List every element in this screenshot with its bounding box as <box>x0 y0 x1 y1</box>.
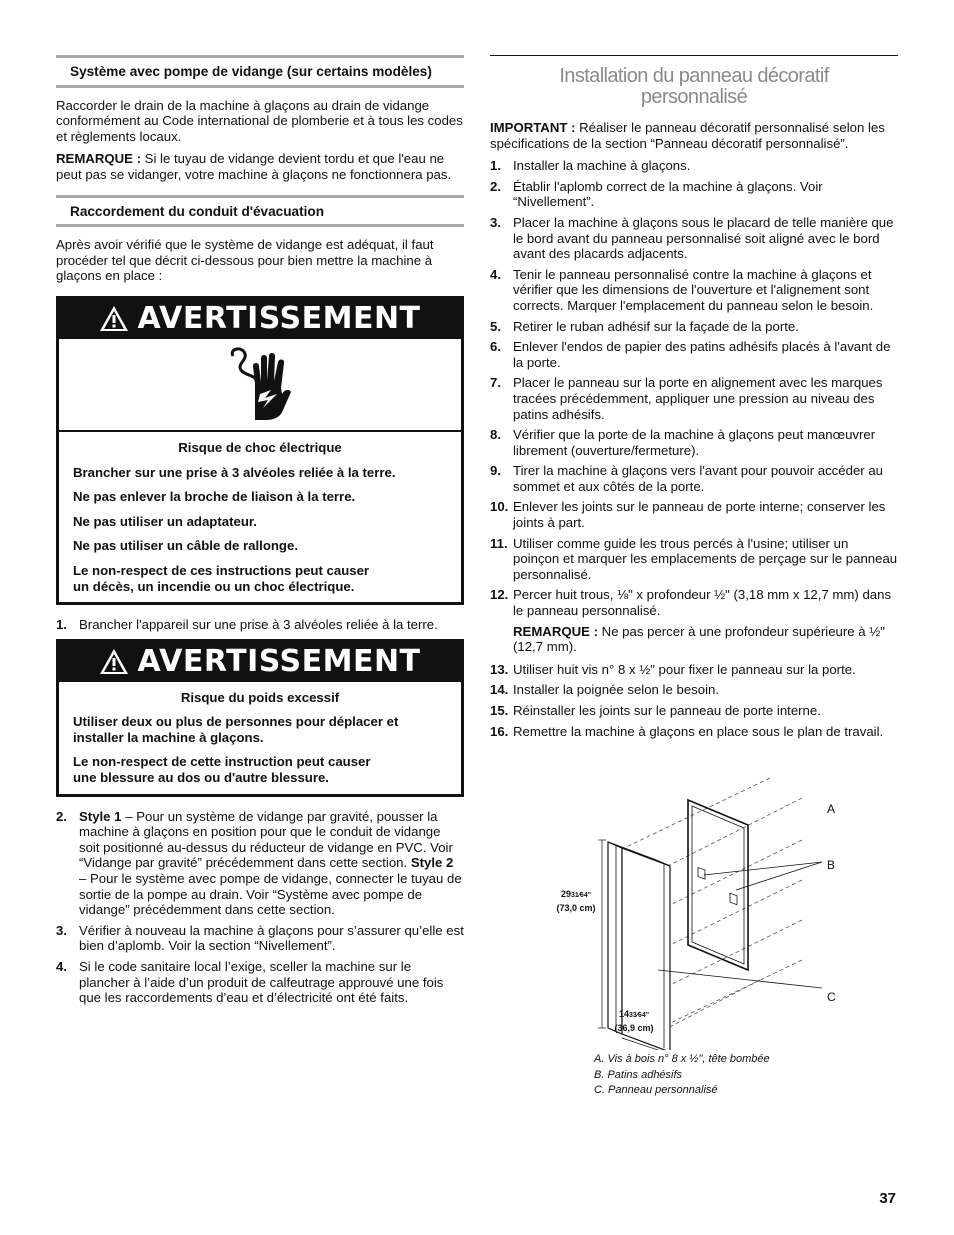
warning-line: Ne pas utiliser un adaptateur. <box>73 513 257 529</box>
warning-line: Le non-respect de ces instructions peut causer un décès, un incendie ou un choc électrique. <box>73 562 370 594</box>
label-b: B <box>827 858 836 872</box>
list-item: 1. Brancher l'appareil sur une prise à 3 alvéoles reliée à la terre. <box>56 617 438 633</box>
width-dimension-label: 1433⁄64" (36,9 cm) <box>614 1009 654 1033</box>
warning-line: Le non-respect de cette instruction peut causer une blessure au dos ou d'autre blessure. <box>73 754 371 786</box>
paragraph: Après avoir vérifié que le système de vidange est adéquat, il faut procéder tel que décrit ci-dessous pour bien mettre la machine à glaçons en place : <box>56 237 434 284</box>
list-item: 13. Utiliser huit vis n° 8 x ½" pour fixer le panneau sur la porte. <box>490 661 856 677</box>
warning-line: Ne pas enlever la broche de liaison à la terre. <box>73 489 356 505</box>
list-item: 7. Placer le panneau sur la porte en alignement avec les marques tracées précédemment, appliquer une pression au niveau des patins adhésifs. <box>490 375 883 422</box>
label-c: C <box>827 990 836 1004</box>
list-item: 15. Réinstaller les joints sur le panneau de porte interne. <box>490 703 821 718</box>
warning-line: Ne pas utiliser un câble de rallonge. <box>73 538 298 554</box>
warning-line: Brancher sur une prise à 3 alvéoles reliée à la terre. <box>73 464 396 480</box>
electric-shock-hand-icon <box>225 344 295 424</box>
step12-note: REMARQUE : Ne pas percer à une profondeur supérieure à ½" (12,7 mm). <box>513 623 885 655</box>
step-list <box>490 158 898 618</box>
list-item: 9. Tirer la machine à glaçons vers l'avant pour pouvoir accéder au sommet et aux côtés de la porte. <box>490 463 884 494</box>
shock-hazard-icon-box <box>59 339 461 432</box>
note-text: Si le tuyau de vidange devient tordu et que l'eau ne peut pas se vidanger, votre machine à glaçons ne fonctionnera pas. <box>56 151 452 182</box>
figure-captions <box>594 1052 770 1099</box>
warning-line: Utiliser deux ou plus de personnes pour déplacer et installer la machine à glaçons. <box>73 714 399 745</box>
list-item: 14. Installer la poignée selon le besoin. <box>490 682 720 698</box>
height-dimension-label: 2931⁄64" (73,0 cm) <box>556 889 596 913</box>
list-item: 4. Si le code sanitaire local l’exige, sceller la machine sur le plancher à l’aide d’un produit de calfeutrage approuvé une fois que les raccordements d’eau et d’électricité ont été faits. <box>56 959 444 1006</box>
warning-box-weight <box>56 639 464 797</box>
warning-body <box>59 682 461 794</box>
list-item: 12. Percer huit trous, ⅛" x profondeur ½" (3,18 mm x 12,7 mm) dans le panneau personnalisé. <box>490 587 892 619</box>
step-list <box>56 617 464 633</box>
list-item: 8. Vérifier que la porte de la machine à glaçons peut manœuvrer librement (ouverture/fermeture). <box>490 427 876 458</box>
warning-risk: Risque de choc électrique <box>178 439 342 455</box>
warning-body <box>59 432 461 602</box>
caption-b: B. Patins adhésifs <box>594 1068 683 1081</box>
warning-risk: Risque du poids excessif <box>180 689 340 705</box>
important-label: IMPORTANT : <box>490 120 576 135</box>
list-item: 3. Placer la machine à glaçons sous le placard de telle manière que le bord avant du panneau personnalisé soit aligné avec le bord avant des placards adjacents. <box>490 214 894 262</box>
list-item: 10. Enlever les joints sur le panneau de porte interne; conserver les joints à part. <box>490 499 886 531</box>
adhesive-pad-icon <box>698 868 705 880</box>
warning-box-electric <box>56 296 464 605</box>
adhesive-pad-icon <box>730 893 737 905</box>
label-a: A <box>827 802 836 816</box>
page-title: Installation du panneau décoratif personnalisé <box>490 55 898 108</box>
list-item: 2. Style 1 – Pour un système de vidange par gravité, pousser la machine à glaçons en position pour que le conduit de vidange soit positionné au-dessus du réducteur de vidange en PVC. Voir “Vidange par gravité” précédemment dans cette section. Style 2 – Pour le système avec pompe de vidange, connecter le tuyau de sortie de la pompe au drain. Voir “Système avec pompe de vidange” précédemment dans cette section. <box>56 808 462 918</box>
panel-installation-figure <box>540 770 860 1105</box>
page-number: 37 <box>879 1190 896 1207</box>
important-paragraph: IMPORTANT : Réaliser le panneau décoratif personnalisé selon les spécifications de la section “Panneau décoratif personnalisé”. <box>490 120 885 151</box>
step-list <box>490 662 898 739</box>
list-item: 6. Enlever l'endos de papier des patins adhésifs placés à l'avant de la porte. <box>490 339 891 370</box>
note-label: REMARQUE : <box>56 151 141 167</box>
list-item: 4. Tenir le panneau personnalisé contre la machine à glaçons et vérifier que les dimensions de l'ouverture et l'alignement sont corrects. Marquer l'emplacement du panneau selon le besoin. <box>490 266 874 313</box>
warning-title: AVERTISSEMENT <box>137 300 421 336</box>
warning-triangle-icon <box>99 305 129 332</box>
note-paragraph <box>56 151 464 182</box>
list-item: 16. Remettre la machine à glaçons en place sous le plan de travail. <box>490 723 884 739</box>
caption-c: C. Panneau personnalisé <box>594 1084 718 1096</box>
list-item: 3. Vérifier à nouveau la machine à glaçons pour s’assurer qu’elle est bien d’aplomb. Voir la section “Nivellement”. <box>56 922 464 954</box>
list-item: 1. Installer la machine à glaçons. <box>490 158 691 174</box>
list-item: 5. Retirer le ruban adhésif sur la façade de la porte. <box>490 318 799 334</box>
paragraph: Raccorder le drain de la machine à glaçons au drain de vidange conformément au Code international de plomberie et à tous les codes et règlements locaux. <box>56 97 463 144</box>
caption-a: A. Vis à bois n° 8 x ½", tête bombée <box>594 1053 770 1065</box>
list-item: 11. Utiliser comme guide les trous percés à l'usine; utiliser un poinçon et marquer les emplacements de perçage sur le panneau personnalisé. <box>490 535 898 582</box>
section-heading-drain-connection: Raccordement du conduit d'évacuation <box>56 195 464 228</box>
warning-title: AVERTISSEMENT <box>137 643 421 679</box>
warning-header <box>59 299 461 339</box>
left-column <box>56 55 464 1011</box>
note-label: REMARQUE : <box>513 623 598 639</box>
right-column <box>490 55 898 744</box>
section-heading-drain-pump: Système avec pompe de vidange (sur certains modèles) <box>56 55 464 88</box>
step-list <box>56 809 464 1006</box>
warning-header <box>59 642 461 682</box>
list-item: 2. Établir l'aplomb correct de la machine à glaçons. Voir “Nivellement”. <box>490 178 823 210</box>
warning-triangle-icon <box>99 648 129 675</box>
